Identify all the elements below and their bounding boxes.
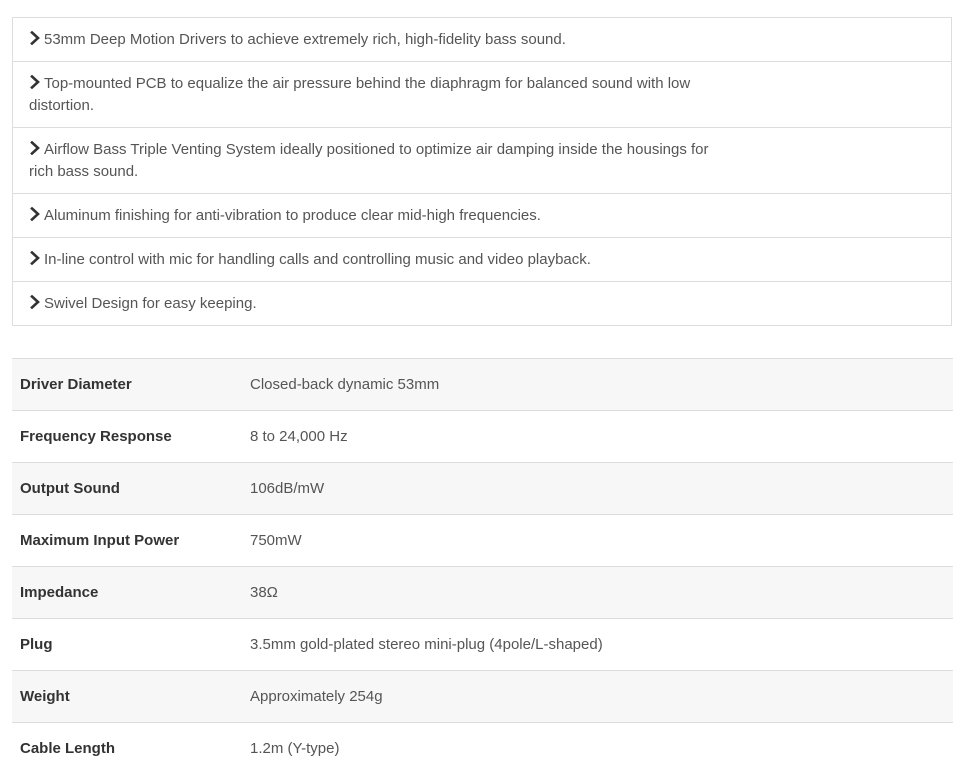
spec-row-driver-diameter xyxy=(12,359,953,411)
spec-label: Driver Diameter xyxy=(12,359,242,411)
chevron-right-icon xyxy=(29,295,41,309)
spec-label: Cable Length xyxy=(12,723,242,775)
spec-value: Closed-back dynamic 53mm xyxy=(242,359,953,411)
spec-row-plug xyxy=(12,619,953,671)
spec-row-maximum-input-power xyxy=(12,515,953,567)
spec-value: 3.5mm gold-plated stereo mini-plug (4pole/L-shaped) xyxy=(242,619,953,671)
chevron-right-icon xyxy=(29,75,41,89)
feature-item xyxy=(13,128,951,194)
spec-label: Plug xyxy=(12,619,242,671)
chevron-right-icon xyxy=(29,31,41,45)
spec-row-frequency-response xyxy=(12,411,953,463)
feature-item xyxy=(13,238,951,282)
spec-row-weight xyxy=(12,671,953,723)
feature-item xyxy=(13,194,951,238)
spec-value: 1.2m (Y-type) xyxy=(242,723,953,775)
spec-row-output-sound xyxy=(12,463,953,515)
feature-text: Aluminum finishing for anti-vibration to produce clear mid-high frequencies. xyxy=(44,207,541,224)
spec-label: Frequency Response xyxy=(12,411,242,463)
feature-text: 53mm Deep Motion Drivers to achieve extremely rich, high-fidelity bass sound. xyxy=(44,31,566,48)
chevron-right-icon xyxy=(29,207,41,221)
spec-label: Maximum Input Power xyxy=(12,515,242,567)
feature-text: Airflow Bass Triple Venting System ideally positioned to optimize air damping inside the housings for rich bass sound. xyxy=(29,141,709,180)
spec-value: 8 to 24,000 Hz xyxy=(242,411,953,463)
chevron-right-icon xyxy=(29,141,41,155)
spec-label: Output Sound xyxy=(12,463,242,515)
chevron-right-icon xyxy=(29,251,41,265)
feature-item xyxy=(13,282,951,325)
spec-label: Weight xyxy=(12,671,242,723)
specifications-table xyxy=(12,358,953,775)
spec-value: 38Ω xyxy=(242,567,953,619)
features-list xyxy=(12,17,952,326)
spec-value: 106dB/mW xyxy=(242,463,953,515)
spec-value: 750mW xyxy=(242,515,953,567)
spec-row-cable-length xyxy=(12,723,953,775)
feature-text: Swivel Design for easy keeping. xyxy=(44,295,257,312)
feature-text: In-line control with mic for handling calls and controlling music and video playback. xyxy=(44,251,591,268)
feature-text: Top-mounted PCB to equalize the air pressure behind the diaphragm for balanced sound with low distortion. xyxy=(29,75,691,114)
spec-value: Approximately 254g xyxy=(242,671,953,723)
feature-item xyxy=(13,18,951,62)
feature-item xyxy=(13,62,951,128)
spec-label: Impedance xyxy=(12,567,242,619)
spec-row-impedance xyxy=(12,567,953,619)
